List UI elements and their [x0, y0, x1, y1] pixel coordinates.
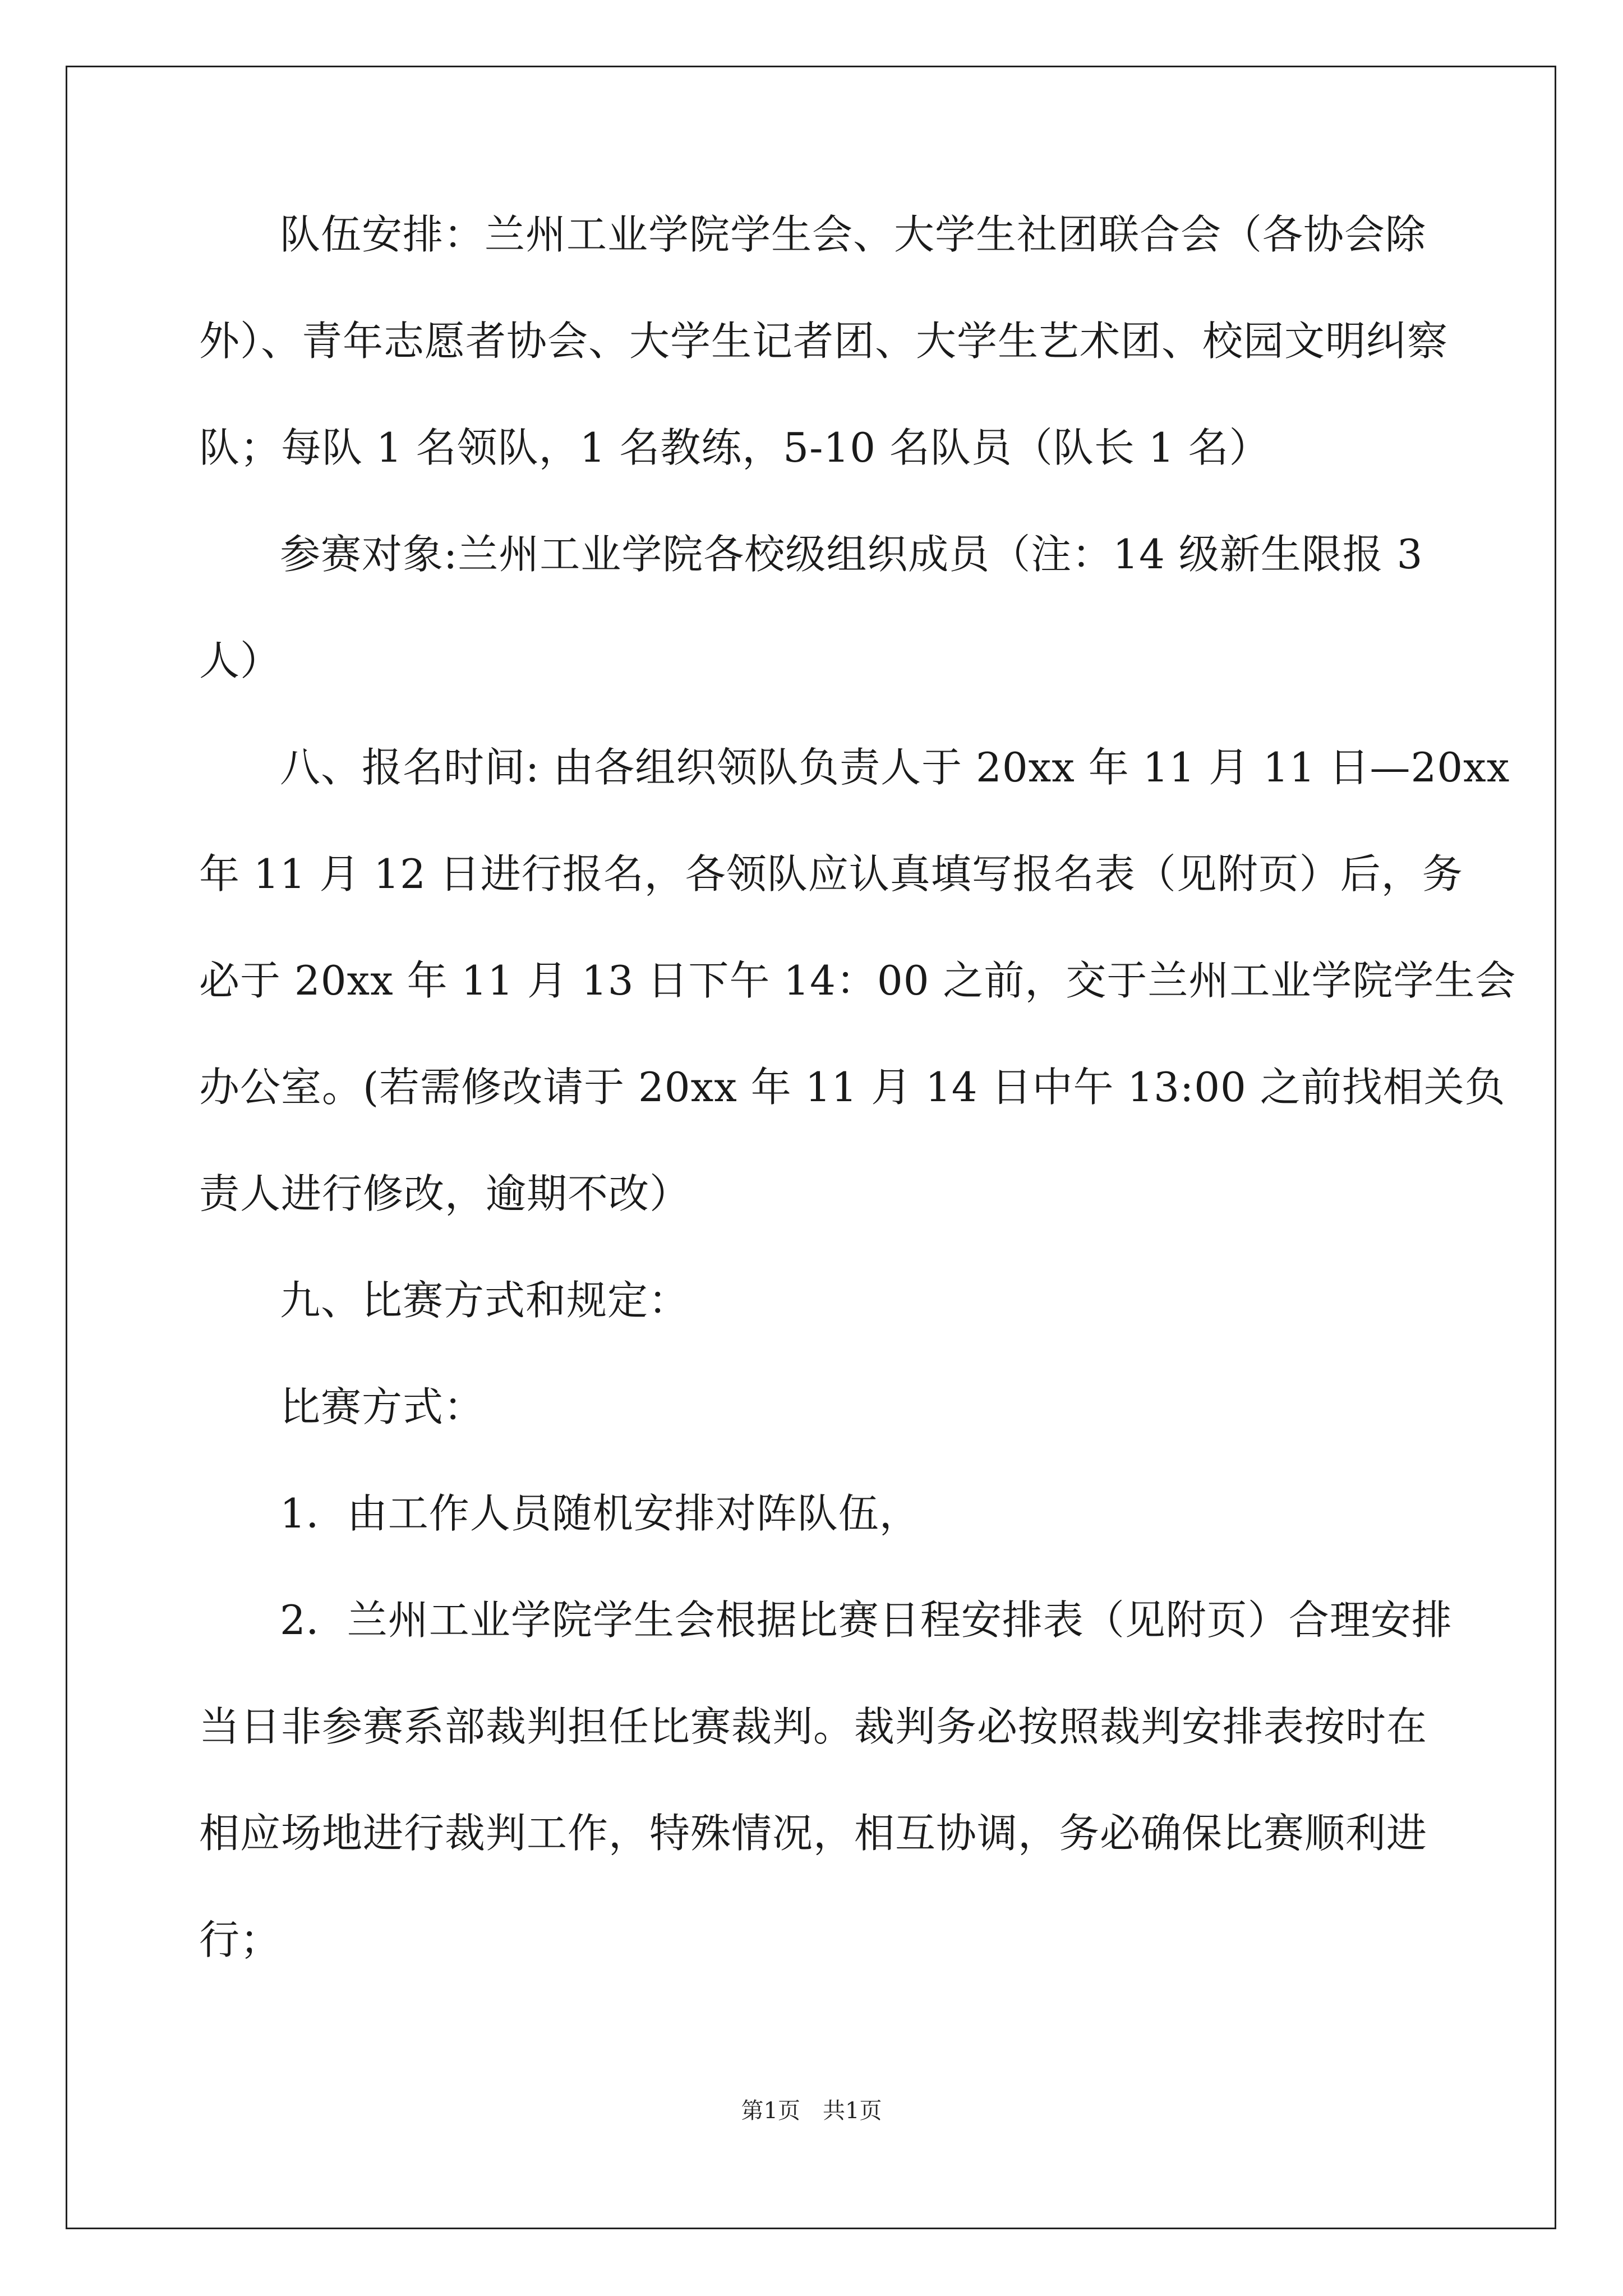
paragraph-line: 当日非参赛系部裁判担任比赛裁判。裁判务必按照裁判安排表按时在 [199, 1703, 1428, 1750]
page-border [66, 66, 1556, 2229]
paragraph-line: 办公室。(若需修改请于 20xx 年 11 月 14 日中午 13:00 之前找相关负 [199, 1064, 1506, 1111]
paragraph-line: 必于 20xx 年 11 月 13 日下午 14：00 之前，交于兰州工业学院学生会 [199, 957, 1516, 1004]
page-footer: 第1页 共1页 [741, 2098, 882, 2124]
paragraph-line: 队伍安排：兰州工业学院学生会、大学生社团联合会（各协会除 [280, 211, 1427, 258]
paragraph-line: 责人进行修改，逾期不改） [199, 1170, 691, 1217]
sub-heading: 比赛方式： [280, 1383, 485, 1430]
paragraph-line: 外）、青年志愿者协会、大学生记者团、大学生艺术团、校园文明纠察 [199, 318, 1449, 365]
paragraph-line: 队；每队 1 名领队，1 名教练，5-10 名队员（队长 1 名） [199, 424, 1270, 471]
paragraph-line: 年 11 月 12 日进行报名，各领队应认真填写报名表（见附页）后，务 [199, 850, 1463, 898]
paragraph-line: 行； [199, 1916, 282, 1963]
section-heading: 九、比赛方式和规定： [280, 1277, 690, 1324]
paragraph-line: 相应场地进行裁判工作，特殊情况，相互协调，务必确保比赛顺利进 [199, 1810, 1428, 1857]
paragraph-line: 参赛对象:兰州工业学院各校级组织成员（注：14 级新生限报 3 [280, 531, 1423, 578]
list-item: 2．兰州工业学院学生会根据比赛日程安排表（见附页）合理安排 [280, 1596, 1453, 1644]
list-item: 1．由工作人员随机安排对阵队伍， [280, 1490, 920, 1537]
paragraph-line: 八、报名时间: 由各组织领队负责人于 20xx 年 11 月 11 日—20xx [280, 744, 1510, 791]
paragraph-line: 人） [199, 637, 282, 684]
